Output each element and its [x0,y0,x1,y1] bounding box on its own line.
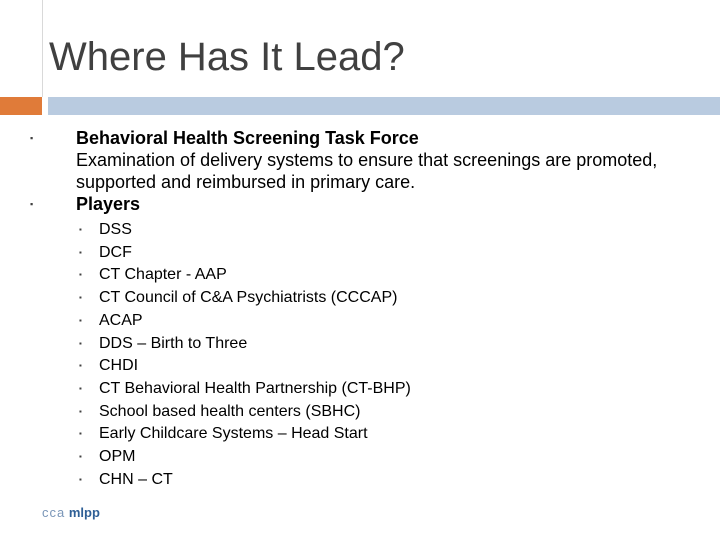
footer-logo-cca: cca [42,505,66,520]
bullet-task-force [30,127,670,193]
task-force-description: Examination of delivery systems to ensure that screenings are promoted, supported and reimbursed in primary care. [76,150,658,192]
slide-title: Where Has It Lead? [49,35,405,79]
square-bullet-icon: ▪ [30,199,34,209]
player-label: DSS [99,221,132,238]
square-bullet-icon: ▪ [79,270,82,280]
task-force-heading: Behavioral Health Screening Task Force [76,128,419,148]
players-list [30,219,670,491]
list-item [30,219,670,242]
player-label: Early Childcare Systems – Head Start [99,425,368,443]
square-bullet-icon: ▪ [79,225,82,234]
player-label: CT Council of C&A Psychiatrists (CCCAP) [99,289,398,307]
square-bullet-icon: ▪ [79,293,82,303]
square-bullet-icon: ▪ [79,406,82,416]
list-item [30,287,670,310]
player-label: CT Chapter - AAP [99,266,227,284]
list-item [30,264,670,287]
square-bullet-icon: ▪ [79,315,82,325]
list-item [30,446,670,469]
square-bullet-icon: ▪ [30,133,34,143]
list-item [30,333,670,356]
list-item [30,355,670,378]
slide-content [30,127,670,491]
bullet-players [30,193,670,215]
left-divider-line [42,0,43,97]
player-label: OPM [99,448,136,466]
player-label: ACAP [99,311,143,329]
square-bullet-icon: ▪ [79,247,82,257]
square-bullet-icon: ▪ [79,452,82,462]
square-bullet-icon: ▪ [79,429,82,439]
square-bullet-icon: ▪ [79,338,82,348]
list-item [30,401,670,424]
list-item [30,242,670,265]
square-bullet-icon: ▪ [79,474,82,484]
list-item [30,310,670,333]
player-label: DDS – Birth to Three [99,334,248,352]
list-item [30,423,670,446]
orange-accent-bar [0,97,42,115]
player-label: CHDI [99,357,139,375]
list-item [30,469,670,492]
square-bullet-icon: ▪ [79,361,82,371]
player-label: CT Behavioral Health Partnership (CT-BHP) [99,379,411,397]
blue-accent-bar [48,97,720,115]
players-heading: Players [76,194,141,214]
player-label: School based health centers (SBHC) [99,402,361,420]
footer-logo-mlpp: mlpp [68,505,100,520]
player-label: DCF [99,243,132,261]
player-label: CHN – CT [99,470,173,488]
list-item [30,378,670,401]
footer-logo [42,505,100,521]
square-bullet-icon: ▪ [79,383,82,393]
